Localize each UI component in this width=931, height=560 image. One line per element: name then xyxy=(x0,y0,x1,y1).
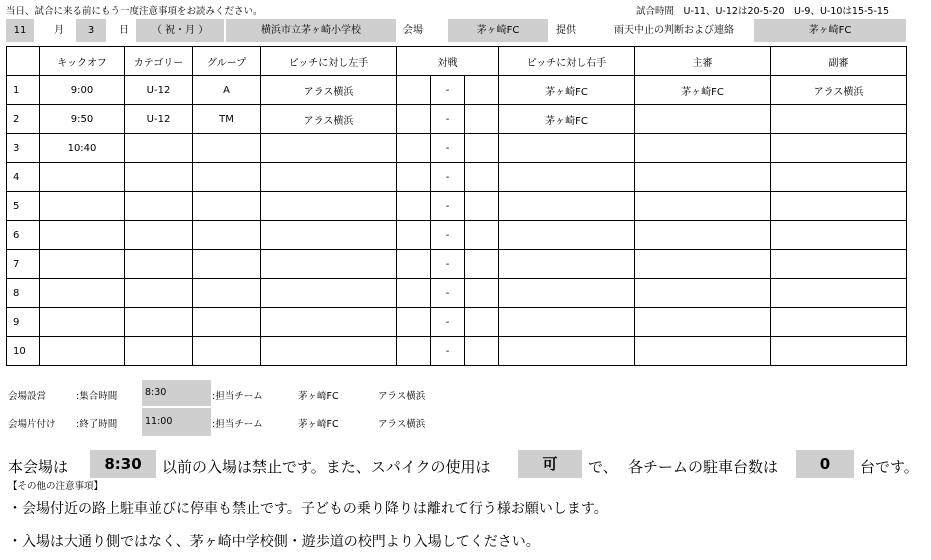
other-notes-heading: 【その他の注意事項】 xyxy=(8,481,104,492)
paren-open: （ xyxy=(151,25,162,36)
assistant-referee xyxy=(771,308,907,337)
venue-value: 茅ヶ崎FC xyxy=(448,19,548,42)
group xyxy=(193,250,261,279)
assistant-referee xyxy=(771,337,907,366)
table-row xyxy=(7,250,907,279)
day-value: 3 xyxy=(76,19,106,42)
setup-time-label: :集合時間 xyxy=(76,391,118,402)
referee xyxy=(635,105,771,134)
kickoff-time: 10:40 xyxy=(40,134,125,163)
holiday-box xyxy=(136,19,224,42)
group: A xyxy=(193,76,261,105)
row-number: 8 xyxy=(7,279,40,308)
school-name: 横浜市立茅ヶ崎小学校 xyxy=(226,19,396,42)
provider-label: 提供 xyxy=(556,25,576,36)
day-label: 日 xyxy=(119,25,129,36)
col-header-referee: 主審 xyxy=(635,47,771,76)
right-team xyxy=(499,221,635,250)
assistant-referee xyxy=(771,279,907,308)
col-header-group: グループ xyxy=(193,47,261,76)
match-spacer xyxy=(465,192,499,221)
notice-p3: で、 xyxy=(588,458,618,476)
group xyxy=(193,221,261,250)
vs-dash: - xyxy=(431,308,465,337)
vs-dash: - xyxy=(431,192,465,221)
vs-dash: - xyxy=(431,76,465,105)
left-team xyxy=(261,192,397,221)
assistant-referee xyxy=(771,105,907,134)
vs-dash: - xyxy=(431,337,465,366)
match-spacer xyxy=(397,308,431,337)
left-team: アラス横浜 xyxy=(261,105,397,134)
match-spacer xyxy=(397,250,431,279)
match-spacer xyxy=(465,308,499,337)
referee xyxy=(635,337,771,366)
referee: 茅ヶ崎FC xyxy=(635,76,771,105)
category xyxy=(125,250,193,279)
right-team xyxy=(499,308,635,337)
category: U-12 xyxy=(125,105,193,134)
notice-p2: 以前の入場は禁止です。また、スパイクの使用は xyxy=(162,458,491,476)
right-team xyxy=(499,163,635,192)
note-1: ・会場付近の路上駐車並びに停車も禁止です。子どもの乗り降りは離れて行う様お願いします。 xyxy=(8,501,608,517)
venue-label: 会場 xyxy=(403,25,423,36)
right-team: 茅ヶ崎FC xyxy=(499,76,635,105)
vs-dash: - xyxy=(431,105,465,134)
top-instruction: 当日、試合に来る前にもう一度注意事項をお読みください。 xyxy=(6,6,263,17)
left-team: アラス横浜 xyxy=(261,76,397,105)
category xyxy=(125,308,193,337)
match-spacer xyxy=(465,105,499,134)
match-spacer xyxy=(465,163,499,192)
kickoff-time xyxy=(40,279,125,308)
referee xyxy=(635,308,771,337)
cleanup-time-label: :終了時間 xyxy=(76,419,118,430)
kickoff-time: 9:50 xyxy=(40,105,125,134)
spike-permission: 可 xyxy=(518,450,582,478)
rain-label: 雨天中止の判断および連絡 xyxy=(614,25,734,36)
right-team xyxy=(499,279,635,308)
table-row xyxy=(7,337,907,366)
group xyxy=(193,337,261,366)
group: TM xyxy=(193,105,261,134)
vs-dash: - xyxy=(431,221,465,250)
right-team xyxy=(499,134,635,163)
row-number: 2 xyxy=(7,105,40,134)
assistant-referee xyxy=(771,134,907,163)
setup-team-1: 茅ヶ崎FC xyxy=(298,391,339,402)
group xyxy=(193,134,261,163)
table-row xyxy=(7,105,907,134)
group xyxy=(193,163,261,192)
notice-p4: 各チームの駐車台数は xyxy=(628,458,779,476)
kickoff-time xyxy=(40,192,125,221)
referee xyxy=(635,250,771,279)
month-label: 月 xyxy=(54,25,64,36)
assistant-referee xyxy=(771,221,907,250)
referee xyxy=(635,134,771,163)
col-header-kickoff: キックオフ xyxy=(40,47,125,76)
vs-dash: - xyxy=(431,163,465,192)
match-spacer xyxy=(465,279,499,308)
table-row xyxy=(7,134,907,163)
table-header-row xyxy=(7,47,907,76)
cleanup-team-label: :担当チーム xyxy=(212,419,263,430)
referee xyxy=(635,192,771,221)
col-header-left-team: ピッチに対し左手 xyxy=(261,47,397,76)
entry-time: 8:30 xyxy=(90,450,156,478)
note-2: ・入場は大通り側ではなく、茅ヶ崎中学校側・遊歩道の校門より入場してください。 xyxy=(8,534,540,550)
match-spacer xyxy=(465,76,499,105)
referee xyxy=(635,163,771,192)
table-row xyxy=(7,163,907,192)
rain-contact: 茅ヶ崎FC xyxy=(754,19,906,42)
vs-dash: - xyxy=(431,250,465,279)
left-team xyxy=(261,134,397,163)
category xyxy=(125,337,193,366)
left-team xyxy=(261,163,397,192)
assistant-referee: アラス横浜 xyxy=(771,76,907,105)
kickoff-time xyxy=(40,163,125,192)
row-number: 5 xyxy=(7,192,40,221)
match-spacer xyxy=(465,221,499,250)
table-row xyxy=(7,192,907,221)
row-number: 3 xyxy=(7,134,40,163)
row-number: 1 xyxy=(7,76,40,105)
kickoff-time: 9:00 xyxy=(40,76,125,105)
col-header-right-team: ピッチに対し右手 xyxy=(499,47,635,76)
right-team xyxy=(499,250,635,279)
row-number: 7 xyxy=(7,250,40,279)
assistant-referee xyxy=(771,163,907,192)
match-spacer xyxy=(397,134,431,163)
category xyxy=(125,221,193,250)
col-header-match: 対戦 xyxy=(397,47,499,76)
kickoff-time xyxy=(40,250,125,279)
col-header-category: カテゴリー xyxy=(125,47,193,76)
row-number: 4 xyxy=(7,163,40,192)
setup-time: 8:30 xyxy=(142,380,211,406)
table-row xyxy=(7,76,907,105)
notice-p1: 本会場は xyxy=(8,458,69,476)
match-spacer xyxy=(397,105,431,134)
match-spacer xyxy=(397,76,431,105)
paren-close: ） xyxy=(198,25,209,36)
cleanup-label: 会場片付け xyxy=(8,419,56,430)
left-team xyxy=(261,250,397,279)
match-time-note: 試合時間 U-11、U-12は20-5-20 U-9、U-10は15-5-15 xyxy=(636,6,889,17)
col-header-assistant: 副審 xyxy=(771,47,907,76)
cleanup-team-2: アラス横浜 xyxy=(378,419,426,430)
parking-count: 0 xyxy=(796,450,854,478)
match-spacer xyxy=(465,134,499,163)
right-team xyxy=(499,337,635,366)
col-header-no xyxy=(7,47,40,76)
match-spacer xyxy=(397,279,431,308)
referee xyxy=(635,221,771,250)
group xyxy=(193,308,261,337)
match-spacer xyxy=(397,163,431,192)
match-spacer xyxy=(397,192,431,221)
group xyxy=(193,279,261,308)
month-value: 11 xyxy=(6,19,34,42)
cleanup-team-1: 茅ヶ崎FC xyxy=(298,419,339,430)
left-team xyxy=(261,337,397,366)
row-number: 6 xyxy=(7,221,40,250)
left-team xyxy=(261,279,397,308)
setup-team-2: アラス横浜 xyxy=(378,391,426,402)
vs-dash: - xyxy=(431,134,465,163)
kickoff-time xyxy=(40,308,125,337)
left-team xyxy=(261,221,397,250)
category xyxy=(125,134,193,163)
group xyxy=(193,192,261,221)
category xyxy=(125,163,193,192)
row-number: 9 xyxy=(7,308,40,337)
match-spacer xyxy=(397,337,431,366)
right-team xyxy=(499,192,635,221)
category xyxy=(125,192,193,221)
kickoff-time xyxy=(40,337,125,366)
left-team xyxy=(261,308,397,337)
table-row xyxy=(7,308,907,337)
category xyxy=(125,279,193,308)
kickoff-time xyxy=(40,221,125,250)
assistant-referee xyxy=(771,192,907,221)
assistant-referee xyxy=(771,250,907,279)
table-row xyxy=(7,221,907,250)
match-spacer xyxy=(465,337,499,366)
right-team: 茅ヶ崎FC xyxy=(499,105,635,134)
notice-p5: 台です。 xyxy=(860,458,919,476)
holiday-value: 祝・月 xyxy=(165,25,195,36)
setup-team-label: :担当チーム xyxy=(212,391,263,402)
match-spacer xyxy=(397,221,431,250)
setup-label: 会場設営 xyxy=(8,391,47,402)
vs-dash: - xyxy=(431,279,465,308)
category: U-12 xyxy=(125,76,193,105)
match-spacer xyxy=(465,250,499,279)
cleanup-time: 11:00 xyxy=(142,408,211,436)
referee xyxy=(635,279,771,308)
schedule-table xyxy=(6,46,907,366)
row-number: 10 xyxy=(7,337,40,366)
table-row xyxy=(7,279,907,308)
